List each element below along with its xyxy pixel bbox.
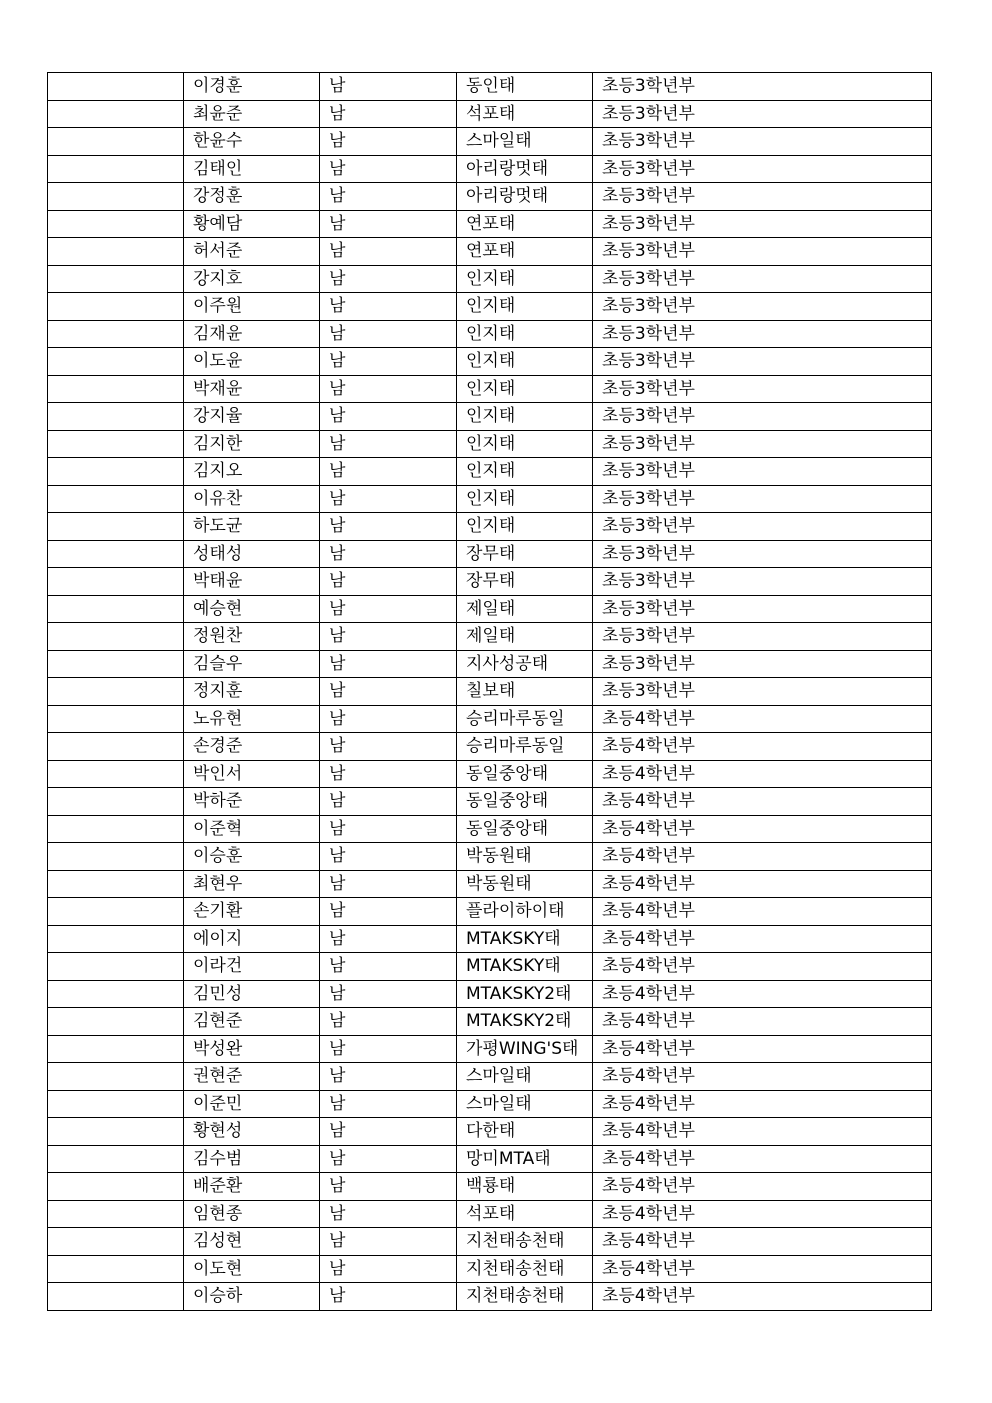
- team-cell: 인지태: [457, 485, 593, 513]
- table-row: [48, 1228, 932, 1256]
- team-cell: 지천태송천태: [457, 1255, 593, 1283]
- team-cell: 동인태: [457, 73, 593, 101]
- division-cell: 초등3학년부: [593, 623, 932, 651]
- gender-cell: 남: [320, 788, 457, 816]
- name-cell: 손경준: [184, 733, 320, 761]
- row-number-cell: [48, 210, 184, 238]
- division-cell: 초등4학년부: [593, 870, 932, 898]
- name-cell: 강지율: [184, 403, 320, 431]
- row-number-cell: [48, 980, 184, 1008]
- name-cell: 박태윤: [184, 568, 320, 596]
- gender-cell: 남: [320, 1035, 457, 1063]
- row-number-cell: [48, 293, 184, 321]
- gender-cell: 남: [320, 1063, 457, 1091]
- table-row: [48, 705, 932, 733]
- name-cell: 박하준: [184, 788, 320, 816]
- row-number-cell: [48, 155, 184, 183]
- name-cell: 이경훈: [184, 73, 320, 101]
- table-row: [48, 1283, 932, 1311]
- team-cell: MTAKSKY2태: [457, 980, 593, 1008]
- row-number-cell: [48, 870, 184, 898]
- row-number-cell: [48, 513, 184, 541]
- name-cell: 강정훈: [184, 183, 320, 211]
- row-number-cell: [48, 733, 184, 761]
- row-number-cell: [48, 1200, 184, 1228]
- gender-cell: 남: [320, 1173, 457, 1201]
- row-number-cell: [48, 788, 184, 816]
- name-cell: 하도균: [184, 513, 320, 541]
- division-cell: 초등3학년부: [593, 155, 932, 183]
- gender-cell: 남: [320, 760, 457, 788]
- gender-cell: 남: [320, 210, 457, 238]
- division-cell: 초등3학년부: [593, 238, 932, 266]
- name-cell: 박인서: [184, 760, 320, 788]
- gender-cell: 남: [320, 980, 457, 1008]
- team-cell: 다한태: [457, 1118, 593, 1146]
- team-cell: 플라이하이태: [457, 898, 593, 926]
- name-cell: 박성완: [184, 1035, 320, 1063]
- name-cell: 임현종: [184, 1200, 320, 1228]
- gender-cell: 남: [320, 1228, 457, 1256]
- division-cell: 초등3학년부: [593, 320, 932, 348]
- row-number-cell: [48, 705, 184, 733]
- team-cell: 가평WING'S태: [457, 1035, 593, 1063]
- team-cell: 지천태송천태: [457, 1228, 593, 1256]
- division-cell: 초등4학년부: [593, 925, 932, 953]
- table-row: [48, 540, 932, 568]
- division-cell: 초등4학년부: [593, 843, 932, 871]
- gender-cell: 남: [320, 458, 457, 486]
- row-number-cell: [48, 843, 184, 871]
- table-row: [48, 348, 932, 376]
- name-cell: 황예담: [184, 210, 320, 238]
- row-number-cell: [48, 568, 184, 596]
- table-row: [48, 1063, 932, 1091]
- division-cell: 초등3학년부: [593, 568, 932, 596]
- row-number-cell: [48, 623, 184, 651]
- table-row: [48, 953, 932, 981]
- team-cell: 동일중앙태: [457, 760, 593, 788]
- division-cell: 초등3학년부: [593, 513, 932, 541]
- gender-cell: 남: [320, 320, 457, 348]
- division-cell: 초등3학년부: [593, 265, 932, 293]
- row-number-cell: [48, 375, 184, 403]
- division-cell: 초등4학년부: [593, 1145, 932, 1173]
- table-row: [48, 733, 932, 761]
- gender-cell: 남: [320, 540, 457, 568]
- gender-cell: 남: [320, 293, 457, 321]
- table-row: [48, 238, 932, 266]
- table-row: [48, 568, 932, 596]
- gender-cell: 남: [320, 623, 457, 651]
- name-cell: 이주원: [184, 293, 320, 321]
- table-row: [48, 1035, 932, 1063]
- row-number-cell: [48, 458, 184, 486]
- division-cell: 초등3학년부: [593, 403, 932, 431]
- team-cell: 스마일태: [457, 128, 593, 156]
- name-cell: 정원찬: [184, 623, 320, 651]
- row-number-cell: [48, 1063, 184, 1091]
- row-number-cell: [48, 1255, 184, 1283]
- gender-cell: 남: [320, 650, 457, 678]
- name-cell: 최윤준: [184, 100, 320, 128]
- row-number-cell: [48, 1228, 184, 1256]
- gender-cell: 남: [320, 843, 457, 871]
- team-cell: 인지태: [457, 458, 593, 486]
- division-cell: 초등3학년부: [593, 183, 932, 211]
- row-number-cell: [48, 1035, 184, 1063]
- team-cell: 박동원태: [457, 870, 593, 898]
- table-row: [48, 73, 932, 101]
- gender-cell: 남: [320, 568, 457, 596]
- gender-cell: 남: [320, 1090, 457, 1118]
- name-cell: 배준환: [184, 1173, 320, 1201]
- team-cell: 인지태: [457, 320, 593, 348]
- table-row: [48, 843, 932, 871]
- gender-cell: 남: [320, 870, 457, 898]
- table-row: [48, 760, 932, 788]
- name-cell: 김수범: [184, 1145, 320, 1173]
- gender-cell: 남: [320, 953, 457, 981]
- team-cell: 석포태: [457, 1200, 593, 1228]
- name-cell: 박재윤: [184, 375, 320, 403]
- gender-cell: 남: [320, 265, 457, 293]
- name-cell: 김지한: [184, 430, 320, 458]
- name-cell: 이유찬: [184, 485, 320, 513]
- name-cell: 이도윤: [184, 348, 320, 376]
- gender-cell: 남: [320, 1145, 457, 1173]
- table-row: [48, 898, 932, 926]
- gender-cell: 남: [320, 678, 457, 706]
- row-number-cell: [48, 540, 184, 568]
- row-number-cell: [48, 320, 184, 348]
- name-cell: 김지오: [184, 458, 320, 486]
- name-cell: 손기환: [184, 898, 320, 926]
- team-cell: 망미MTA태: [457, 1145, 593, 1173]
- table-row: [48, 128, 932, 156]
- name-cell: 김태인: [184, 155, 320, 183]
- gender-cell: 남: [320, 430, 457, 458]
- division-cell: 초등4학년부: [593, 705, 932, 733]
- team-cell: 인지태: [457, 265, 593, 293]
- gender-cell: 남: [320, 1283, 457, 1311]
- name-cell: 김현준: [184, 1008, 320, 1036]
- team-cell: 승리마루동일: [457, 705, 593, 733]
- row-number-cell: [48, 1118, 184, 1146]
- division-cell: 초등4학년부: [593, 1090, 932, 1118]
- table-row: [48, 210, 932, 238]
- division-cell: 초등3학년부: [593, 595, 932, 623]
- gender-cell: 남: [320, 733, 457, 761]
- table-row: [48, 375, 932, 403]
- team-cell: 스마일태: [457, 1063, 593, 1091]
- table-row: [48, 403, 932, 431]
- row-number-cell: [48, 1008, 184, 1036]
- row-number-cell: [48, 265, 184, 293]
- gender-cell: 남: [320, 403, 457, 431]
- team-cell: 장무태: [457, 568, 593, 596]
- row-number-cell: [48, 650, 184, 678]
- gender-cell: 남: [320, 815, 457, 843]
- team-cell: 연포태: [457, 210, 593, 238]
- division-cell: 초등4학년부: [593, 1283, 932, 1311]
- division-cell: 초등4학년부: [593, 1173, 932, 1201]
- team-cell: 석포태: [457, 100, 593, 128]
- row-number-cell: [48, 348, 184, 376]
- table-row: [48, 980, 932, 1008]
- name-cell: 이라건: [184, 953, 320, 981]
- gender-cell: 남: [320, 1008, 457, 1036]
- table-row: [48, 1255, 932, 1283]
- division-cell: 초등3학년부: [593, 128, 932, 156]
- team-cell: 연포태: [457, 238, 593, 266]
- name-cell: 이준민: [184, 1090, 320, 1118]
- team-cell: 아리랑멋태: [457, 183, 593, 211]
- division-cell: 초등4학년부: [593, 815, 932, 843]
- team-cell: 지사성공태: [457, 650, 593, 678]
- division-cell: 초등4학년부: [593, 1200, 932, 1228]
- division-cell: 초등3학년부: [593, 540, 932, 568]
- team-cell: 아리랑멋태: [457, 155, 593, 183]
- gender-cell: 남: [320, 705, 457, 733]
- row-number-cell: [48, 678, 184, 706]
- table-row: [48, 1008, 932, 1036]
- division-cell: 초등3학년부: [593, 678, 932, 706]
- team-cell: MTAKSKY태: [457, 953, 593, 981]
- participant-table: [47, 72, 932, 1311]
- division-cell: 초등3학년부: [593, 650, 932, 678]
- team-cell: 스마일태: [457, 1090, 593, 1118]
- table-row: [48, 1200, 932, 1228]
- division-cell: 초등3학년부: [593, 348, 932, 376]
- team-cell: 장무태: [457, 540, 593, 568]
- division-cell: 초등3학년부: [593, 430, 932, 458]
- row-number-cell: [48, 1283, 184, 1311]
- name-cell: 이도현: [184, 1255, 320, 1283]
- gender-cell: 남: [320, 485, 457, 513]
- division-cell: 초등4학년부: [593, 1118, 932, 1146]
- division-cell: 초등4학년부: [593, 760, 932, 788]
- gender-cell: 남: [320, 1200, 457, 1228]
- division-cell: 초등4학년부: [593, 898, 932, 926]
- team-cell: 지천태송천태: [457, 1283, 593, 1311]
- table-row: [48, 925, 932, 953]
- gender-cell: 남: [320, 595, 457, 623]
- division-cell: 초등3학년부: [593, 485, 932, 513]
- division-cell: 초등4학년부: [593, 788, 932, 816]
- team-cell: 인지태: [457, 375, 593, 403]
- row-number-cell: [48, 1173, 184, 1201]
- table-row: [48, 815, 932, 843]
- team-cell: 칠보태: [457, 678, 593, 706]
- row-number-cell: [48, 238, 184, 266]
- division-cell: 초등3학년부: [593, 100, 932, 128]
- team-cell: MTAKSKY2태: [457, 1008, 593, 1036]
- table-row: [48, 320, 932, 348]
- gender-cell: 남: [320, 183, 457, 211]
- name-cell: 이승하: [184, 1283, 320, 1311]
- name-cell: 정지훈: [184, 678, 320, 706]
- division-cell: 초등4학년부: [593, 953, 932, 981]
- row-number-cell: [48, 925, 184, 953]
- name-cell: 최현우: [184, 870, 320, 898]
- row-number-cell: [48, 430, 184, 458]
- name-cell: 황현성: [184, 1118, 320, 1146]
- table-row: [48, 678, 932, 706]
- gender-cell: 남: [320, 375, 457, 403]
- row-number-cell: [48, 183, 184, 211]
- row-number-cell: [48, 898, 184, 926]
- name-cell: 강지호: [184, 265, 320, 293]
- name-cell: 김민성: [184, 980, 320, 1008]
- team-cell: 인지태: [457, 293, 593, 321]
- table-row: [48, 1090, 932, 1118]
- table-row: [48, 1145, 932, 1173]
- team-cell: 박동원태: [457, 843, 593, 871]
- name-cell: 권현준: [184, 1063, 320, 1091]
- division-cell: 초등4학년부: [593, 1008, 932, 1036]
- name-cell: 허서준: [184, 238, 320, 266]
- row-number-cell: [48, 73, 184, 101]
- gender-cell: 남: [320, 100, 457, 128]
- division-cell: 초등4학년부: [593, 1063, 932, 1091]
- participant-table-body: [48, 73, 932, 1311]
- row-number-cell: [48, 128, 184, 156]
- table-row: [48, 513, 932, 541]
- gender-cell: 남: [320, 1255, 457, 1283]
- division-cell: 초등4학년부: [593, 1035, 932, 1063]
- table-row: [48, 458, 932, 486]
- row-number-cell: [48, 815, 184, 843]
- team-cell: 제일태: [457, 623, 593, 651]
- team-cell: 동일중앙태: [457, 815, 593, 843]
- table-row: [48, 485, 932, 513]
- gender-cell: 남: [320, 1118, 457, 1146]
- row-number-cell: [48, 595, 184, 623]
- division-cell: 초등4학년부: [593, 980, 932, 1008]
- gender-cell: 남: [320, 155, 457, 183]
- gender-cell: 남: [320, 73, 457, 101]
- name-cell: 성태성: [184, 540, 320, 568]
- division-cell: 초등4학년부: [593, 1228, 932, 1256]
- table-row: [48, 155, 932, 183]
- name-cell: 예승현: [184, 595, 320, 623]
- table-row: [48, 870, 932, 898]
- name-cell: 이승훈: [184, 843, 320, 871]
- gender-cell: 남: [320, 898, 457, 926]
- table-row: [48, 788, 932, 816]
- team-cell: 인지태: [457, 430, 593, 458]
- division-cell: 초등3학년부: [593, 210, 932, 238]
- row-number-cell: [48, 485, 184, 513]
- table-row: [48, 1118, 932, 1146]
- division-cell: 초등3학년부: [593, 458, 932, 486]
- division-cell: 초등3학년부: [593, 375, 932, 403]
- division-cell: 초등4학년부: [593, 733, 932, 761]
- gender-cell: 남: [320, 513, 457, 541]
- team-cell: MTAKSKY태: [457, 925, 593, 953]
- table-row: [48, 650, 932, 678]
- table-row: [48, 100, 932, 128]
- team-cell: 동일중앙태: [457, 788, 593, 816]
- row-number-cell: [48, 1145, 184, 1173]
- team-cell: 인지태: [457, 403, 593, 431]
- table-row: [48, 265, 932, 293]
- team-cell: 백룡태: [457, 1173, 593, 1201]
- division-cell: 초등3학년부: [593, 73, 932, 101]
- row-number-cell: [48, 760, 184, 788]
- table-row: [48, 595, 932, 623]
- table-row: [48, 430, 932, 458]
- gender-cell: 남: [320, 348, 457, 376]
- table-row: [48, 623, 932, 651]
- gender-cell: 남: [320, 238, 457, 266]
- row-number-cell: [48, 953, 184, 981]
- table-row: [48, 183, 932, 211]
- team-cell: 인지태: [457, 513, 593, 541]
- row-number-cell: [48, 1090, 184, 1118]
- table-row: [48, 1173, 932, 1201]
- gender-cell: 남: [320, 925, 457, 953]
- table-row: [48, 293, 932, 321]
- name-cell: 김성현: [184, 1228, 320, 1256]
- division-cell: 초등3학년부: [593, 293, 932, 321]
- division-cell: 초등4학년부: [593, 1255, 932, 1283]
- row-number-cell: [48, 100, 184, 128]
- name-cell: 에이지: [184, 925, 320, 953]
- name-cell: 김재윤: [184, 320, 320, 348]
- name-cell: 이준혁: [184, 815, 320, 843]
- team-cell: 승리마루동일: [457, 733, 593, 761]
- row-number-cell: [48, 403, 184, 431]
- name-cell: 노유현: [184, 705, 320, 733]
- team-cell: 인지태: [457, 348, 593, 376]
- gender-cell: 남: [320, 128, 457, 156]
- name-cell: 한윤수: [184, 128, 320, 156]
- name-cell: 김슬우: [184, 650, 320, 678]
- team-cell: 제일태: [457, 595, 593, 623]
